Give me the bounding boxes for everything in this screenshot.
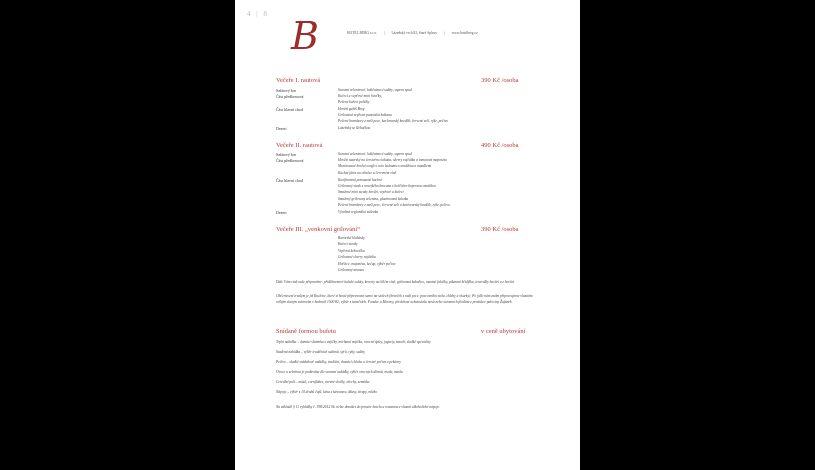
menu2-price: 490 Kč /osoba [481,142,519,149]
menu1-item: Pečené brambory z naší pece, karlovarský knedlík, červené zelí, rýže, pečivo [338,119,448,123]
menu3-item: Kuřecí steaky [338,242,358,246]
menu2-label: Část hlavní chod [276,178,303,183]
menu1-item: Sezonní zeleninové, luštěninové saláty, sapreo spud [338,88,412,92]
menu1-item: Lázeňský se šlehačkou [338,126,371,130]
breakfast-line: Teplá nabídka – domácí slaninka s vajíčky, míchaná vajíčka, ovocné špízy, jogurty, tvaroh, sladké speciality [276,340,431,344]
menu1-item: Grilovaná vepřová panenská kaštana [338,113,392,117]
menu1-price: 390 Kč /osoba [481,77,519,84]
page-number: 4 | 8 [247,10,269,18]
menu2-label: Salátový bar [276,152,297,157]
breakfast-line: Nápoje – výběr z 10 druhů čajů, káva z kávovaru, džusy, sirupy, mléko [276,390,378,394]
menu3-item: Bavorské klobásky [338,236,365,240]
menu2-item: Smažené mini steaky hovězí, vepřové a kuřecí [338,190,404,194]
menu1-item: Hovězí guláš Berg [338,107,365,111]
hotel-address: Lázeňský vrch 82, Staré Splavy [391,31,438,35]
menu3-item: Grilovaný ananas [338,268,364,272]
document-page [235,0,580,470]
hotel-header [347,31,484,35]
header-separator: | [443,31,445,35]
menu3-title: Večeře III. „venkovní grilování“ [276,226,361,233]
hotel-logo: B [291,14,319,58]
menu1-item: Kuřecí a vepřové mini řízečky, [338,94,382,98]
menu1-label: Část předkrmová [276,94,304,99]
menu3-item: Hořčice, majonéza, kečup, výběr pečiva [338,262,396,266]
breakfast-line: Ovoce a zelenina je podávána dle sezonní nabídky, výběr ovocných džemů, medu, másla [276,370,403,374]
menu1-item: Pečené kuřecí paličky [338,100,370,104]
menu1-title: Večeře I. rautová [276,77,321,84]
menu2-item: Pečené brambory z naší pece, červené zelí a karlovarský knedlík, rýže, pečivo [338,203,450,207]
menu2-title: Večeře II. rautová [276,142,323,149]
menu1-label: Část hlavní chod [276,107,303,112]
menu2-label: Dezert [276,210,287,215]
breakfast-price: v ceně ubytování [481,328,526,335]
menu1-label: Salátový bar [276,88,297,93]
menu3-item: Vepřová krkovička [338,249,365,253]
menu2-item: Kachní játra na cibulce a červeném víně [338,171,397,175]
breakfast-line: Pečivo – sladké snídaňové nabídky, tradiční, domácí chleba a čerstvé pečivo z pekárny [276,360,401,364]
footnote: Na základě § 11 vyhlášky č. 398/2012 Sb. nelze donášet do prostor hotelu a restaurace vlastní alkoholické nápoje. [276,405,440,409]
menu1-label: Dezert [276,126,287,131]
menu2-item: Grilovaný steak z novejkého krocana s hořčično-koprovou omáčkou [338,184,436,188]
header-separator: | [383,31,385,35]
menu2-item: Konfitovaná pomazané kachní [338,178,382,182]
menu2-item: Sezonní zeleninové, luštěninové saláty, sapreo spud [338,152,412,156]
menu2-label: Část předkrmová [276,158,304,163]
hotel-web[interactable]: www.hotelberg.cz [451,31,478,35]
raclette-note: Občerstvení trvalým je již Raclette, které si hosté připravovat samo na stolech (hrneček z naší pece, pracovního stolu, chléby a okurky). Po jídle nám zatím připravujeme vlastním velkým slaným cukrovím v hodnotě 1500 Kč, výběr z tanečních, Fondue a Moravy, předchozí ochutnávka nosů nebo sezonních plodinu z produkce paloviny Žufánek. [276,294,533,304]
menu2-item: Hovězí tatarský na čerstvém ciabatta, sherry rajčátka a tomatová majonéza [338,158,447,162]
breakfast-title: Snídaně formou bufetu [276,328,336,335]
extras-note: Dále Vám rádi naše připravíme: přídělmenové italské saláty, krevety na bílém víně, grilovaná kukuřice, mastné fabičky, pikantní křidýlka, tenerálky hovězí a z hovězí. [276,280,515,284]
hotel-name: HOTEL BERG s.r.o. [347,31,377,35]
breakfast-line: Cereální pult – müsli, cornflakes, ovesné vločky, ořechy, semínka [276,380,370,384]
menu3-price: 390 Kč /osoba [481,226,519,233]
menu2-item: Smažený grilovaný zelenina, glazírovaná šalotka [338,197,409,201]
menu2-item: Marinované hovězí sorgh s octo balzamico omáčkou a mandlemi [338,164,432,168]
menu2-item: Výrobná regionální sušenka [338,210,379,214]
breakfast-line: Studená nabídka – výběr tradičních salámů, sýrů, ryby, saláty [276,350,365,354]
menu3-item: Grilované cherry rajčátka [338,255,376,259]
